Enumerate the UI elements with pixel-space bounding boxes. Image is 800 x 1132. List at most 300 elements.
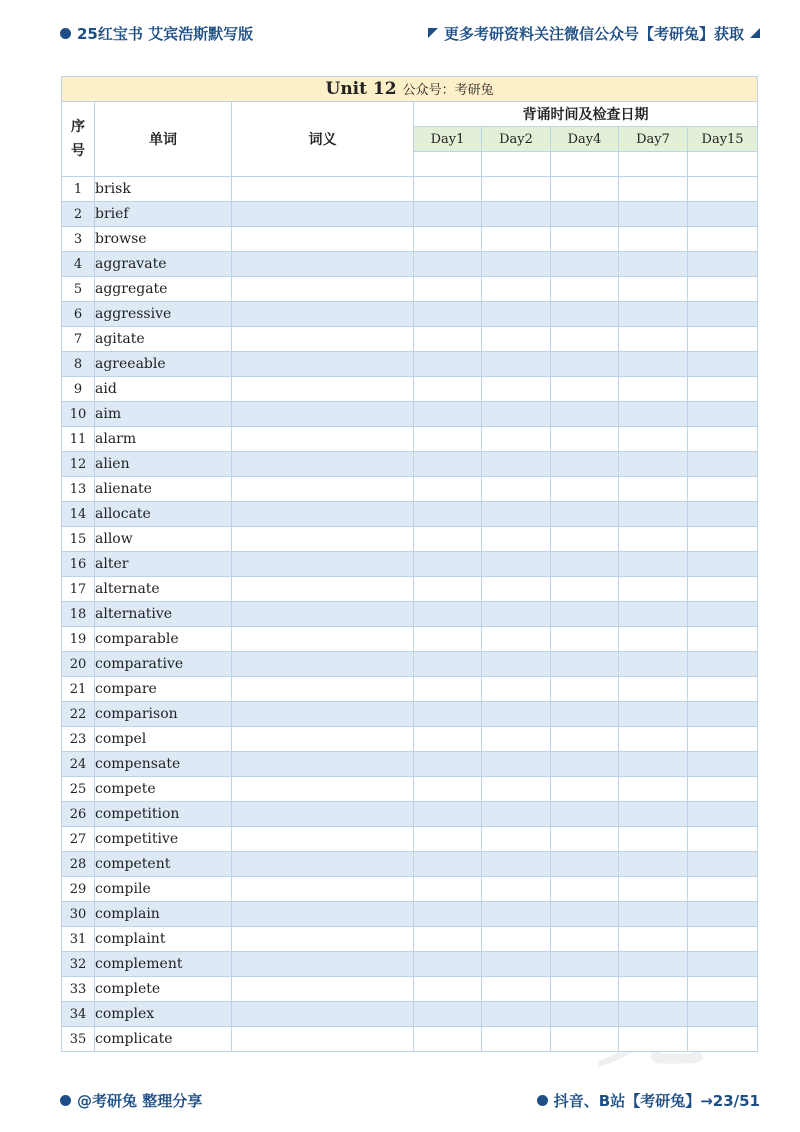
check-cell xyxy=(414,952,482,977)
meaning-cell xyxy=(232,252,414,277)
bullet-dot-icon xyxy=(537,1095,548,1106)
check-cell xyxy=(414,352,482,377)
meaning-cell xyxy=(232,277,414,302)
row-number: 3 xyxy=(62,227,95,252)
check-cell xyxy=(619,552,688,577)
blank-cell xyxy=(482,152,551,177)
check-cell xyxy=(688,752,758,777)
word-row xyxy=(62,777,758,802)
check-cell xyxy=(482,977,551,1002)
check-cell xyxy=(551,352,619,377)
meaning-cell xyxy=(232,802,414,827)
check-cell xyxy=(551,652,619,677)
word-cell: alien xyxy=(95,452,232,477)
row-number: 9 xyxy=(62,377,95,402)
meaning-cell xyxy=(232,227,414,252)
check-cell xyxy=(414,277,482,302)
check-cell xyxy=(482,327,551,352)
check-cell xyxy=(482,577,551,602)
row-number: 34 xyxy=(62,1002,95,1027)
check-cell xyxy=(482,902,551,927)
check-cell xyxy=(414,1027,482,1052)
meaning-cell xyxy=(232,1002,414,1027)
row-number: 31 xyxy=(62,927,95,952)
meaning-cell xyxy=(232,402,414,427)
check-cell xyxy=(551,1027,619,1052)
check-cell xyxy=(414,802,482,827)
row-number: 6 xyxy=(62,302,95,327)
check-cell xyxy=(551,827,619,852)
check-cell xyxy=(482,402,551,427)
check-cell xyxy=(688,902,758,927)
check-cell xyxy=(551,227,619,252)
check-cell xyxy=(551,177,619,202)
check-cell xyxy=(619,627,688,652)
check-cell xyxy=(414,427,482,452)
check-cell xyxy=(482,702,551,727)
check-cell xyxy=(414,402,482,427)
check-cell xyxy=(414,1002,482,1027)
check-cell xyxy=(414,252,482,277)
check-cell xyxy=(482,177,551,202)
check-cell xyxy=(414,377,482,402)
check-cell xyxy=(482,352,551,377)
meaning-cell xyxy=(232,502,414,527)
meaning-cell xyxy=(232,677,414,702)
check-cell xyxy=(482,602,551,627)
check-cell xyxy=(551,527,619,552)
row-number: 14 xyxy=(62,502,95,527)
check-cell xyxy=(551,502,619,527)
word-row xyxy=(62,952,758,977)
check-cell xyxy=(619,802,688,827)
bullet-dot-icon xyxy=(60,28,71,39)
check-cell xyxy=(688,252,758,277)
credit-text: @考研兔 整理分享 xyxy=(77,1091,203,1110)
row-number: 25 xyxy=(62,777,95,802)
meaning-cell xyxy=(232,952,414,977)
check-cell xyxy=(482,877,551,902)
word-cell: compete xyxy=(95,777,232,802)
check-cell xyxy=(688,552,758,577)
row-number: 15 xyxy=(62,527,95,552)
word-row xyxy=(62,202,758,227)
check-cell xyxy=(551,952,619,977)
meaning-cell xyxy=(232,202,414,227)
word-row xyxy=(62,602,758,627)
check-cell xyxy=(482,427,551,452)
check-cell xyxy=(482,627,551,652)
day-header: Day2 xyxy=(482,127,551,152)
check-cell xyxy=(414,827,482,852)
check-cell xyxy=(551,977,619,1002)
row-number: 5 xyxy=(62,277,95,302)
check-cell xyxy=(619,202,688,227)
check-cell xyxy=(551,877,619,902)
check-cell xyxy=(414,552,482,577)
check-cell xyxy=(414,702,482,727)
row-number: 24 xyxy=(62,752,95,777)
blank-cell xyxy=(688,152,758,177)
check-cell xyxy=(688,352,758,377)
check-cell xyxy=(688,927,758,952)
check-cell xyxy=(551,427,619,452)
check-cell xyxy=(551,702,619,727)
check-cell xyxy=(482,252,551,277)
word-cell: aggressive xyxy=(95,302,232,327)
row-number: 12 xyxy=(62,452,95,477)
check-cell xyxy=(688,727,758,752)
check-cell xyxy=(551,477,619,502)
word-cell: agitate xyxy=(95,327,232,352)
check-cell xyxy=(619,252,688,277)
check-cell xyxy=(619,502,688,527)
check-cell xyxy=(551,677,619,702)
meaning-cell xyxy=(232,177,414,202)
check-cell xyxy=(414,527,482,552)
check-cell xyxy=(414,577,482,602)
promo-text: 更多考研资料关注微信公众号【考研兔】获取 xyxy=(443,24,744,43)
check-cell xyxy=(551,802,619,827)
check-cell xyxy=(619,277,688,302)
check-cell xyxy=(414,852,482,877)
word-row xyxy=(62,752,758,777)
word-row xyxy=(62,627,758,652)
col-meaning-header: 词义 xyxy=(232,102,414,177)
row-number: 7 xyxy=(62,327,95,352)
word-cell: allocate xyxy=(95,502,232,527)
check-cell xyxy=(551,327,619,352)
check-cell xyxy=(688,327,758,352)
check-cell xyxy=(482,1002,551,1027)
row-number: 28 xyxy=(62,852,95,877)
check-cell xyxy=(482,777,551,802)
blank-cell xyxy=(619,152,688,177)
check-cell xyxy=(619,577,688,602)
check-cell xyxy=(551,377,619,402)
check-cell xyxy=(619,777,688,802)
check-cell xyxy=(688,952,758,977)
check-cell xyxy=(619,327,688,352)
check-cell xyxy=(482,727,551,752)
word-row xyxy=(62,677,758,702)
meaning-cell xyxy=(232,327,414,352)
word-row xyxy=(62,377,758,402)
word-row xyxy=(62,577,758,602)
row-number: 23 xyxy=(62,727,95,752)
check-cell xyxy=(414,227,482,252)
meaning-cell xyxy=(232,777,414,802)
check-cell xyxy=(619,427,688,452)
word-row xyxy=(62,702,758,727)
col-index-header: 序号 xyxy=(62,102,95,177)
word-cell: alarm xyxy=(95,427,232,452)
row-number: 18 xyxy=(62,602,95,627)
word-cell: aggravate xyxy=(95,252,232,277)
check-cell xyxy=(482,802,551,827)
book-title: 25红宝书 艾宾浩斯默写版 xyxy=(77,24,254,43)
check-cell xyxy=(414,177,482,202)
check-cell xyxy=(688,652,758,677)
check-cell xyxy=(619,477,688,502)
check-cell xyxy=(551,577,619,602)
check-cell xyxy=(688,977,758,1002)
meaning-cell xyxy=(232,902,414,927)
check-cell xyxy=(414,752,482,777)
word-row xyxy=(62,402,758,427)
word-row xyxy=(62,652,758,677)
word-row xyxy=(62,302,758,327)
check-cell xyxy=(482,852,551,877)
page-footer xyxy=(60,1089,760,1111)
unit-subtitle: 公众号：考研兔 xyxy=(402,83,494,98)
word-row xyxy=(62,552,758,577)
check-cell xyxy=(619,702,688,727)
word-row xyxy=(62,802,758,827)
check-cell xyxy=(619,827,688,852)
word-cell: complicate xyxy=(95,1027,232,1052)
word-row xyxy=(62,352,758,377)
check-cell xyxy=(551,927,619,952)
word-cell: complex xyxy=(95,1002,232,1027)
word-cell: alienate xyxy=(95,477,232,502)
row-number: 11 xyxy=(62,427,95,452)
row-number: 30 xyxy=(62,902,95,927)
check-cell xyxy=(482,752,551,777)
check-cell xyxy=(619,377,688,402)
check-cell xyxy=(619,402,688,427)
check-cell xyxy=(619,352,688,377)
word-cell: allow xyxy=(95,527,232,552)
word-cell: brief xyxy=(95,202,232,227)
word-cell: comparative xyxy=(95,652,232,677)
check-cell xyxy=(688,852,758,877)
check-cell xyxy=(619,452,688,477)
word-cell: alternate xyxy=(95,577,232,602)
word-cell: browse xyxy=(95,227,232,252)
header-left xyxy=(60,23,253,44)
check-cell xyxy=(414,327,482,352)
word-cell: compile xyxy=(95,877,232,902)
check-cell xyxy=(551,627,619,652)
check-cell xyxy=(551,302,619,327)
meaning-cell xyxy=(232,577,414,602)
check-cell xyxy=(551,602,619,627)
check-cell xyxy=(551,777,619,802)
row-number: 22 xyxy=(62,702,95,727)
check-cell xyxy=(551,277,619,302)
check-cell xyxy=(688,827,758,852)
row-number: 8 xyxy=(62,352,95,377)
word-row xyxy=(62,902,758,927)
row-number: 27 xyxy=(62,827,95,852)
meaning-cell xyxy=(232,702,414,727)
check-cell xyxy=(688,1027,758,1052)
word-cell: competition xyxy=(95,802,232,827)
word-cell: compensate xyxy=(95,752,232,777)
word-row xyxy=(62,877,758,902)
check-cell xyxy=(688,502,758,527)
check-cell xyxy=(482,302,551,327)
meaning-cell xyxy=(232,302,414,327)
word-row xyxy=(62,1027,758,1052)
row-number: 26 xyxy=(62,802,95,827)
meaning-cell xyxy=(232,452,414,477)
check-cell xyxy=(482,377,551,402)
meaning-cell xyxy=(232,877,414,902)
word-cell: agreeable xyxy=(95,352,232,377)
unit-title-row xyxy=(62,77,758,102)
day-header: Day4 xyxy=(551,127,619,152)
word-row xyxy=(62,502,758,527)
row-number: 35 xyxy=(62,1027,95,1052)
check-cell xyxy=(688,452,758,477)
word-cell: compare xyxy=(95,677,232,702)
meaning-cell xyxy=(232,627,414,652)
check-cell xyxy=(414,927,482,952)
check-cell xyxy=(688,277,758,302)
check-cell xyxy=(688,577,758,602)
check-cell xyxy=(414,302,482,327)
check-cell xyxy=(414,602,482,627)
day-header: Day1 xyxy=(414,127,482,152)
check-cell xyxy=(414,502,482,527)
check-cell xyxy=(414,627,482,652)
word-cell: compel xyxy=(95,727,232,752)
check-cell xyxy=(688,777,758,802)
check-cell xyxy=(482,827,551,852)
check-cell xyxy=(414,777,482,802)
check-cell xyxy=(482,652,551,677)
word-row xyxy=(62,852,758,877)
check-cell xyxy=(414,727,482,752)
row-number: 17 xyxy=(62,577,95,602)
check-cell xyxy=(414,477,482,502)
check-cell xyxy=(482,952,551,977)
word-cell: complement xyxy=(95,952,232,977)
word-row xyxy=(62,477,758,502)
review-schedule-header: 背诵时间及检查日期 xyxy=(414,102,758,127)
check-cell xyxy=(688,602,758,627)
word-cell: competent xyxy=(95,852,232,877)
check-cell xyxy=(482,452,551,477)
footer-left xyxy=(60,1090,202,1111)
meaning-cell xyxy=(232,427,414,452)
row-number: 19 xyxy=(62,627,95,652)
blank-cell xyxy=(414,152,482,177)
word-cell: alternative xyxy=(95,602,232,627)
vocab-table xyxy=(61,76,758,1052)
meaning-cell xyxy=(232,527,414,552)
check-cell xyxy=(482,277,551,302)
footer-right xyxy=(537,1090,760,1111)
row-number: 29 xyxy=(62,877,95,902)
check-cell xyxy=(688,627,758,652)
row-number: 4 xyxy=(62,252,95,277)
check-cell xyxy=(551,452,619,477)
row-number: 20 xyxy=(62,652,95,677)
row-number: 10 xyxy=(62,402,95,427)
check-cell xyxy=(688,202,758,227)
check-cell xyxy=(688,877,758,902)
check-cell xyxy=(482,227,551,252)
check-cell xyxy=(551,252,619,277)
word-row xyxy=(62,977,758,1002)
check-cell xyxy=(551,202,619,227)
check-cell xyxy=(482,1027,551,1052)
word-cell: brisk xyxy=(95,177,232,202)
word-cell: competitive xyxy=(95,827,232,852)
header-right xyxy=(428,23,760,44)
word-cell: aid xyxy=(95,377,232,402)
check-cell xyxy=(688,527,758,552)
check-cell xyxy=(688,177,758,202)
word-cell: comparable xyxy=(95,627,232,652)
check-cell xyxy=(619,852,688,877)
row-number: 21 xyxy=(62,677,95,702)
word-row xyxy=(62,252,758,277)
word-cell: complain xyxy=(95,902,232,927)
check-cell xyxy=(551,902,619,927)
word-row xyxy=(62,927,758,952)
meaning-cell xyxy=(232,927,414,952)
check-cell xyxy=(619,227,688,252)
check-cell xyxy=(688,427,758,452)
check-cell xyxy=(619,602,688,627)
check-cell xyxy=(414,677,482,702)
check-cell xyxy=(619,927,688,952)
word-row xyxy=(62,452,758,477)
page-indicator: 抖音、B站【考研兔】→23/51 xyxy=(553,1091,760,1110)
check-cell xyxy=(482,477,551,502)
meaning-cell xyxy=(232,477,414,502)
meaning-cell xyxy=(232,377,414,402)
unit-name: Unit 12 xyxy=(325,79,397,99)
corner-triangle-icon xyxy=(750,28,760,38)
check-cell xyxy=(551,552,619,577)
check-cell xyxy=(551,752,619,777)
check-cell xyxy=(482,202,551,227)
word-row xyxy=(62,327,758,352)
corner-triangle-icon xyxy=(428,28,438,38)
meaning-cell xyxy=(232,552,414,577)
row-number: 13 xyxy=(62,477,95,502)
check-cell xyxy=(688,402,758,427)
check-cell xyxy=(482,677,551,702)
check-cell xyxy=(414,452,482,477)
check-cell xyxy=(414,877,482,902)
check-cell xyxy=(551,402,619,427)
row-number: 16 xyxy=(62,552,95,577)
check-cell xyxy=(688,1002,758,1027)
page-header xyxy=(60,22,760,44)
word-row xyxy=(62,177,758,202)
check-cell xyxy=(619,302,688,327)
check-cell xyxy=(688,702,758,727)
check-cell xyxy=(619,952,688,977)
check-cell xyxy=(482,502,551,527)
bullet-dot-icon xyxy=(60,1095,71,1106)
meaning-cell xyxy=(232,852,414,877)
word-row xyxy=(62,727,758,752)
word-cell: aggregate xyxy=(95,277,232,302)
meaning-cell xyxy=(232,727,414,752)
check-cell xyxy=(619,652,688,677)
row-number: 2 xyxy=(62,202,95,227)
meaning-cell xyxy=(232,652,414,677)
check-cell xyxy=(688,477,758,502)
word-row xyxy=(62,277,758,302)
